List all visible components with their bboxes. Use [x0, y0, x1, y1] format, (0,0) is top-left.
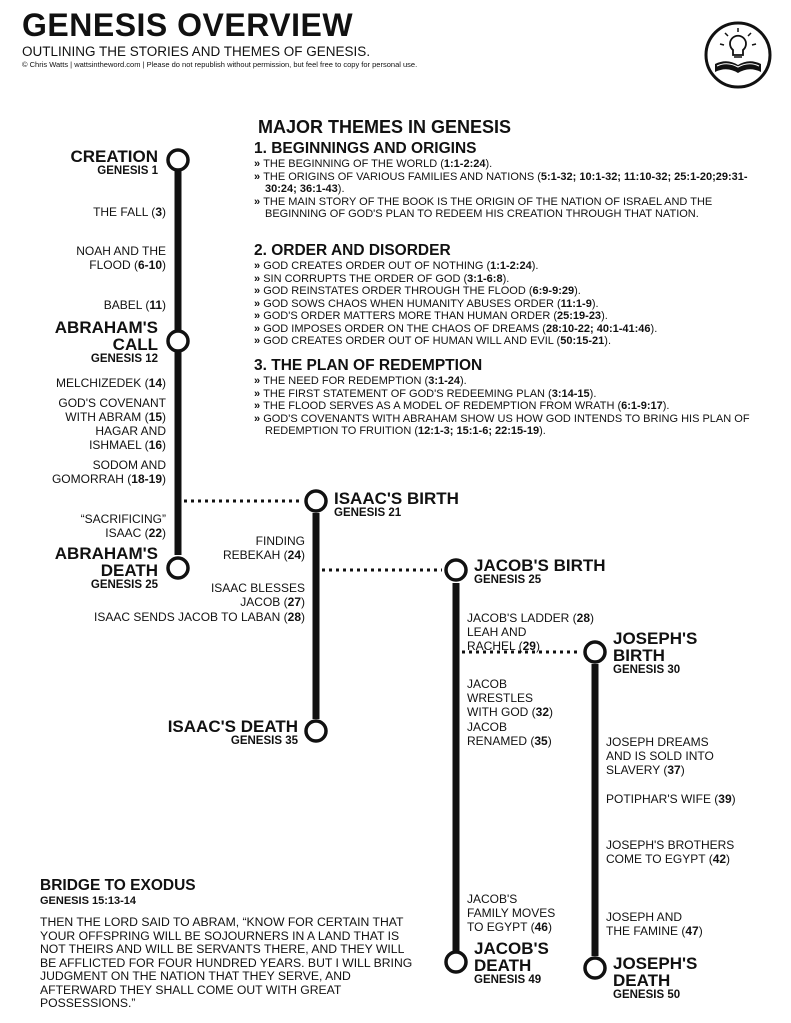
theme-beginnings: [254, 141, 774, 221]
event-sacrificing-isaac: “SACRIFICING” ISAAC (22): [80, 512, 166, 540]
themes-title: MAJOR THEMES IN GENESIS: [258, 117, 512, 137]
theme-list: [254, 375, 774, 438]
abraham-call-node: [168, 331, 188, 351]
joseph-death-node: [585, 958, 605, 978]
theme-item: » SIN CORRUPTS THE ORDER OF GOD (3:1-6:8).: [254, 272, 510, 285]
theme-item: » GOD SOWS CHAOS WHEN HUMANITY ABUSES ORDER (11:1-9).: [254, 297, 599, 310]
page-title: GENESIS OVERVIEW: [22, 7, 354, 43]
event-family-moves: JACOB'S FAMILY MOVES TO EGYPT (46): [467, 892, 556, 934]
event-joseph-dreams: JOSEPH DREAMS AND IS SOLD INTO SLAVERY (37): [606, 735, 714, 777]
bullet-icon: »: [254, 260, 264, 272]
bullet-icon: »: [254, 375, 264, 387]
theme-item: » THE FLOOD SERVES AS A MODEL OF REDEMPTION FROM WRATH (6:1-9:17).: [254, 400, 670, 412]
bridge-text: THEN THE LORD SAID TO ABRAM, “KNOW FOR CERTAIN THAT YOUR OFFSPRING WILL BE SOJOURNERS IN A LAND THAT IS NOT THEIRS AND WILL BE SERVANTS THERE, AND THEY WILL BE AFFLICTED FOR FOUR HUNDRED YEARS. BUT I WILL BRING JUDGMENT ON THE NATION THAT THEY SERVE, AND AFTERWARD THEY SHALL COME OUT WITH GREAT POSSESSIONS.”: [40, 915, 413, 1010]
joseph-birth-node: [585, 642, 605, 662]
event-sodom: SODOM AND GOMORRAH (18-19): [51, 458, 166, 486]
event-finding-rebekah: FINDING REBEKAH (24): [222, 534, 305, 562]
bridge-ref: GENESIS 15:13-14: [40, 895, 136, 907]
theme-redemption: [254, 358, 774, 438]
event-babel: BABEL (11): [103, 298, 166, 312]
theme-item: » GOD'S COVENANTS WITH ABRAHAM SHOW US HOW GOD INTENDS TO BRING HIS PLAN OF REDEMPTION TO FRUITION (12:1-3; 15:1-6; 22:15-19).: [254, 412, 750, 437]
bullet-icon: »: [254, 285, 264, 297]
copyright-notice: © Chris Watts | wattsintheword.com | Please do not republish without permission, but feel free to copy for personal use.: [22, 60, 418, 69]
theme-item: » GOD CREATES ORDER OUT OF NOTHING (1:1-2:24).: [254, 260, 539, 272]
event-isaac-blesses: ISAAC BLESSES JACOB (27): [210, 581, 305, 609]
jacob-birth-node: [446, 560, 466, 580]
event-the-fall: THE FALL (3): [93, 205, 166, 219]
bullet-icon: »: [254, 297, 264, 310]
creation-milestone: CREATION GENESIS 1: [70, 147, 158, 177]
abraham-death-milestone: ABRAHAM'S DEATH GENESIS 25: [54, 544, 158, 591]
abraham-death-node: [168, 558, 188, 578]
bridge-title: BRIDGE TO EXODUS: [40, 877, 196, 894]
event-leah-rachel: LEAH AND RACHEL (29): [467, 625, 540, 653]
jacob-death-milestone: JACOB'S DEATH GENESIS 49: [474, 939, 549, 986]
theme-item: » GOD IMPOSES ORDER ON THE CHAOS OF DREAMS (28:10-22; 40:1-41:46).: [254, 322, 658, 335]
isaac-death-node: [306, 721, 326, 741]
bullet-icon: »: [254, 158, 264, 170]
page-subtitle: OUTLINING THE STORIES AND THEMES OF GENESIS.: [22, 44, 371, 59]
event-brothers-egypt: JOSEPH'S BROTHERS COME TO EGYPT (42): [606, 838, 735, 866]
bullet-icon: »: [254, 335, 264, 347]
theme-list: [254, 158, 774, 221]
theme-order: [254, 243, 774, 348]
isaac-birth-node: [306, 491, 326, 511]
isaac-birth-milestone: ISAAC'S BIRTH GENESIS 21: [334, 489, 459, 519]
abraham-call-milestone: ABRAHAM'S CALL GENESIS 12: [54, 318, 158, 365]
joseph-death-milestone: JOSEPH'S DEATH GENESIS 50: [613, 954, 698, 1001]
theme-item: » THE ORIGINS OF VARIOUS FAMILIES AND NATIONS (5:1-32; 10:1-32; 11:10-32; 25:1-20;29:31-30:24; 36:1-43).: [254, 170, 748, 195]
creation-node: [168, 150, 188, 170]
bullet-icon: »: [254, 412, 264, 425]
event-potiphar: POTIPHAR'S WIFE (39): [606, 792, 736, 806]
theme-heading: 2. ORDER AND DISORDER: [254, 242, 451, 259]
bullet-icon: »: [254, 400, 264, 412]
bullet-icon: »: [254, 310, 264, 322]
bullet-icon: »: [254, 170, 264, 183]
bullet-icon: »: [254, 387, 264, 400]
theme-item: » GOD CREATES ORDER OUT OF HUMAN WILL AND EVIL (50:15-21).: [254, 335, 612, 347]
theme-item: » GOD REINSTATES ORDER THROUGH THE FLOOD (6:9-9:29).: [254, 285, 581, 297]
event-jacobs-ladder: JACOB'S LADDER (28): [467, 611, 595, 625]
event-melchizedek: MELCHIZEDEK (14): [55, 376, 166, 390]
jacob-birth-milestone: JACOB'S BIRTH GENESIS 25: [474, 556, 606, 586]
bridge-to-exodus: [40, 878, 420, 1011]
bullet-icon: »: [254, 195, 264, 208]
jacob-death-node: [446, 952, 466, 972]
theme-item: » THE BEGINNING OF THE WORLD (1:1-2:24).: [254, 158, 493, 170]
joseph-birth-milestone: JOSEPH'S BIRTH GENESIS 30: [613, 629, 698, 676]
event-hagar: HAGAR AND ISHMAEL (16): [89, 424, 166, 452]
event-jacob-renamed: JACOB RENAMED (35): [467, 720, 552, 748]
event-joseph-famine: JOSEPH AND THE FAMINE (47): [606, 910, 703, 938]
theme-item: » GOD'S ORDER MATTERS MORE THAN HUMAN ORDER (25:19-23).: [254, 310, 608, 322]
theme-item: » THE FIRST STATEMENT OF GOD'S REDEEMING PLAN (3:14-15).: [254, 387, 597, 400]
event-noah-flood: NOAH AND THE FLOOD (6-10): [76, 244, 166, 272]
event-isaac-sends-jacob: ISAAC SENDS JACOB TO LABAN (28): [94, 610, 305, 624]
theme-list: [254, 260, 774, 348]
theme-heading: 1. BEGINNINGS AND ORIGINS: [254, 140, 477, 157]
theme-heading: 3. THE PLAN OF REDEMPTION: [254, 357, 483, 374]
event-jacob-wrestles: JACOB WRESTLES WITH GOD (32): [467, 677, 554, 719]
event-covenant: GOD'S COVENANT WITH ABRAM (15): [58, 396, 166, 424]
theme-item: » THE NEED FOR REDEMPTION (3:1-24).: [254, 375, 467, 387]
bullet-icon: »: [254, 322, 264, 335]
bullet-icon: »: [254, 272, 264, 285]
isaac-death-milestone: ISAAC'S DEATH GENESIS 35: [167, 717, 298, 747]
theme-item: » THE MAIN STORY OF THE BOOK IS THE ORIGIN OF THE NATION OF ISRAEL AND THE BEGINNING OF GOD'S PLAN TO REDEEM HIS CREATION THROUGH THAT NATION.: [254, 195, 713, 220]
